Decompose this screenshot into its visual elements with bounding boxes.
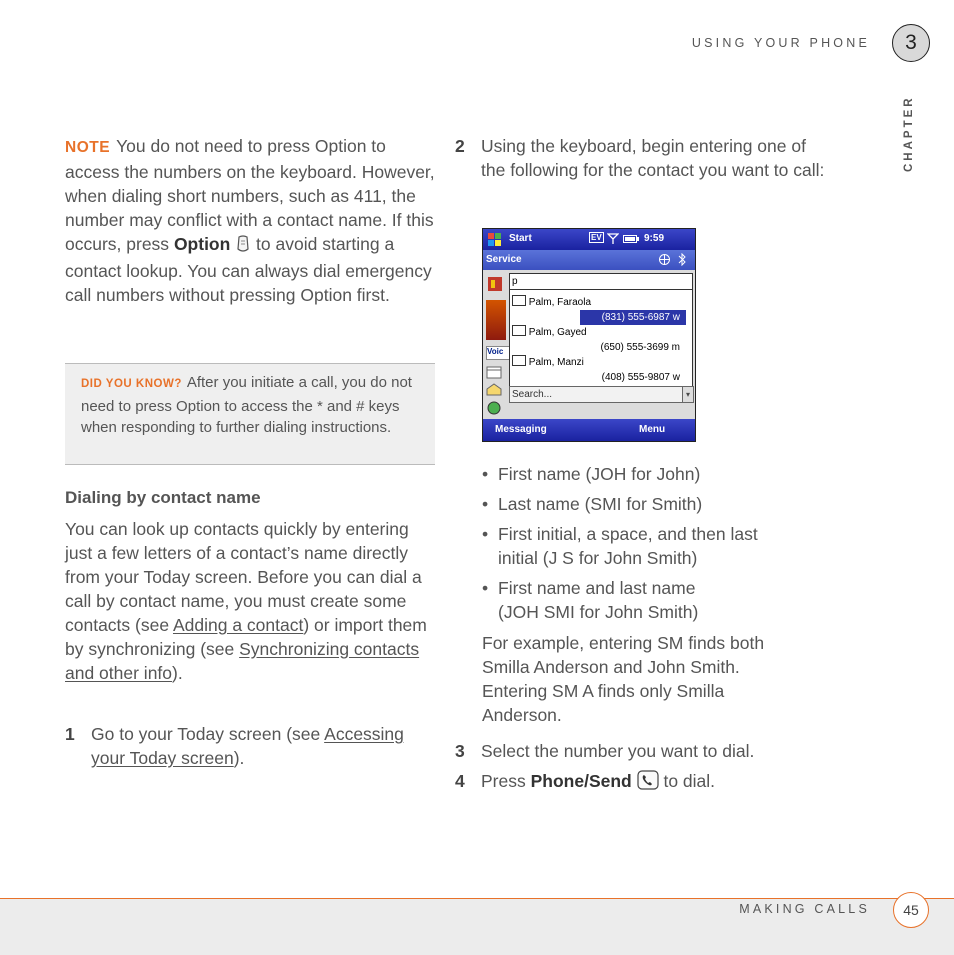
intro-text-1: You can look up contacts quickly by entering just a few letters of a contact’s name directly from your Today screen. Before you can dial a call by contact name, you must create some contacts (see [65,519,422,635]
network-icon [658,253,671,266]
contact-card-icon [512,355,526,366]
note-text-2: to avoid starting a contact lookup. You can always dial emergency call numbers without pressing Option first. [65,234,432,305]
footer-section-title: MAKING CALLS [739,902,870,916]
chapter-label: CHAPTER [903,95,915,172]
step-2-number: 2 [455,136,465,156]
example-paragraph [482,631,804,727]
link-adding-contact[interactable]: Adding a contact [172,615,304,635]
contact-name-row[interactable] [510,355,692,370]
list-item: • First initial, a space, and then last initial (J S for John Smith) [482,522,788,570]
wallpaper-thumbnail [486,300,506,340]
contact-lookup-list [509,273,693,400]
option-key-label: Option [173,234,231,254]
contact-name: Palm, Manzi [528,357,584,368]
intro-text-3: ). [172,663,183,683]
left-softkey[interactable]: Messaging [495,424,547,435]
note-label: NOTE [65,139,111,156]
right-softkey[interactable]: Menu [639,424,666,435]
phone-softkey-bar [483,419,695,441]
step-4-text-1: Press [481,771,531,791]
contact-name: Palm, Gayed [528,327,587,338]
contact-name: Palm, Faraola [528,297,592,308]
phone-clock: 9:59 [644,233,665,244]
contact-card-icon [512,295,526,306]
list-item: • First name and last name (JOH SMI for John Smith) [482,576,730,624]
voice-tab[interactable]: Voic [486,346,510,360]
intro-paragraph [65,517,435,685]
link-synchronizing-contacts[interactable]: Synchronizing contacts and other info [65,639,420,683]
running-header: USING YOUR PHONE [691,36,870,50]
calendar-icon [486,366,502,379]
contact-name-row[interactable] [510,325,692,340]
chapter-number-badge: 3 [892,24,930,62]
battery-icon [623,235,639,243]
signal-icon [607,233,619,245]
phone-title-bar [483,229,695,250]
step-2-text: Using the keyboard, begin entering one of the following for the contact you want to call: [481,136,825,180]
did-you-know-label: DID YOU KNOW? [81,378,182,390]
windows-flag-icon [487,232,503,247]
contact-number-selected[interactable]: (831) 555-6987 w [580,310,686,325]
ev-indicator: EV [591,233,602,242]
note-text-1: You do not need to press Option to access the numbers on the keyboard. However, when dialing short numbers, such as 411, the number may conflict with a contact name. If this occurs, press [65,136,435,254]
phone-start-label: Start [509,233,532,244]
step-1-text-1: Go to your Today screen (see [91,724,325,744]
did-you-know-text: After you initiate a call, you do not need to press Option to access the * and # keys when responding to further dialing instructions. [81,374,412,436]
list-item: • Last name (SMI for Smith) [482,492,802,516]
contact-name-row[interactable] [510,295,692,310]
lookup-entry-field[interactable]: p [510,274,692,290]
page-number: 45 [893,892,929,928]
phone-service-bar [483,250,695,270]
sync-icon [486,400,502,416]
phone-send-label: Phone/Send [530,771,632,791]
phone-app-icon [486,275,504,293]
contact-number[interactable]: (408) 555-9807 w [601,372,680,383]
search-dropdown-button[interactable]: ▾ [682,386,694,403]
search-field[interactable]: Search... [509,386,685,403]
step-4-number: 4 [455,771,465,791]
did-you-know-box [65,363,435,465]
step-1-number: 1 [65,724,75,744]
link-accessing-today-screen[interactable]: Accessing your Today screen [91,724,404,768]
service-label: Service [486,254,522,265]
intro-text-2: ) or import them by synchronizing (see [65,615,427,659]
search-options-list [482,462,802,630]
phone-today-body [483,270,695,419]
contact-number[interactable]: (650) 555-3699 m [600,342,680,353]
step-1-text-2: ). [233,748,245,768]
step-3-text: Select the number you want to dial. [481,741,755,761]
contact-card-icon [512,325,526,336]
note-block [65,134,435,307]
phone-screenshot [482,228,696,442]
example-text: For example, entering SM finds both Smilla Anderson and John Smith. Entering SM A finds only Smilla Anderson. [482,633,765,725]
bluetooth-icon [677,253,687,266]
section-heading: Dialing by contact name [65,488,261,507]
inbox-icon [486,383,502,396]
list-item: • First name (JOH for John) [482,462,802,486]
step-3-number: 3 [455,741,465,761]
step-4-text-2: to dial. [658,771,716,791]
phone-send-key-icon [637,770,659,796]
option-key-icon [235,235,251,259]
